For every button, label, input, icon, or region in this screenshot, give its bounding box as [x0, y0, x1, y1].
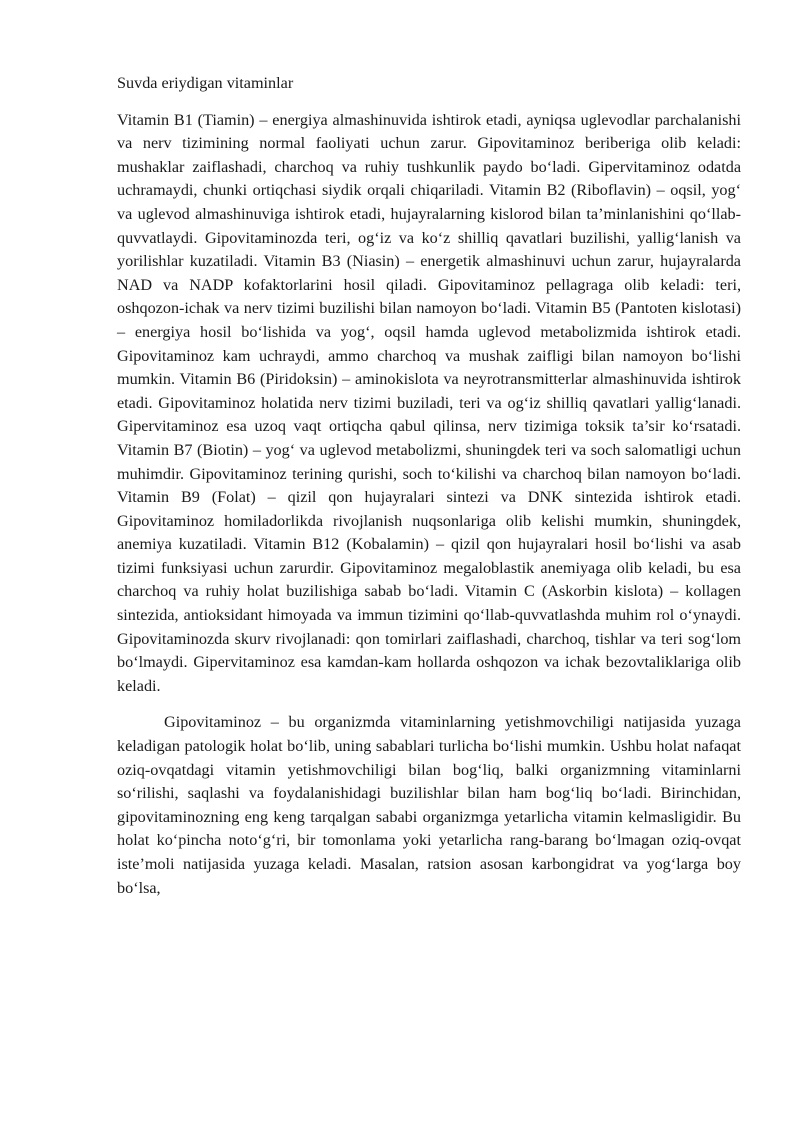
- document-page: [117, 72, 741, 913]
- body-paragraph-hypovitaminosis: Gipovitaminoz – bu organizmda vitaminlarning yetishmovchiligi natijasida yuzaga keladigan patologik holat bo‘lib, uning sabablari turlicha bo‘lishi mumkin. Ushbu holat nafaqat oziq-ovqatdagi vitamin yetishmovchiligi bilan bog‘liq, balki organizmning vitaminlarni so‘rilishi, saqlashi va foydalanishidagi buzilishlar bilan ham bog‘liq bo‘ladi. Birinchidan, gipovitaminozning eng keng tarqalgan sababi organizmga yetarlicha vitamin kelmasligidir. Bu holat ko‘pincha noto‘g‘ri, bir tomonlama yoki yetarlicha rang-barang bo‘lmagan oziq-ovqat iste’moli natijasida yuzaga keladi. Masalan, ratsion asosan karbongidrat va yog‘larga boy bo‘lsa,: [117, 713, 741, 897]
- section-heading: Suvda eriydigan vitaminlar: [117, 74, 294, 92]
- body-paragraph-vitamins: Vitamin B1 (Tiamin) – energiya almashinuvida ishtirok etadi, ayniqsa uglevodlar parchalanishi va nerv tizimining normal faoliyati uchun zarur. Gipovitaminoz beriberiga olib keladi: mushaklar zaiflashadi, charchoq va ruhiy tushkunlik paydo bo‘ladi. Gipervitaminoz odatda uchramaydi, chunki ortiqchasi siydik orqali chiqariladi. Vitamin B2 (Riboflavin) – oqsil, yog‘ va uglevod almashinuviga ishtirok etadi, hujayralarning kislorod bilan ta’minlanishini qo‘llab-quvvatlaydi. Gipovitaminozda teri, og‘iz va ko‘z shilliq qavatlari buzilishi, yallig‘lanish va yorilishlar kuzatiladi. Vitamin B3 (Niasin) – energetik almashinuvi uchun zarur, hujayralarda NAD va NADP kofaktorlarini hosil qiladi. Gipovitaminoz pellagraga olib keladi: teri, oshqozon-ichak va nerv tizimi buzilishi bilan namoyon bo‘ladi. Vitamin B5 (Pantoten kislotasi) – energiya hosil bo‘lishida va yog‘, oqsil hamda uglevod metabolizmida ishtirok etadi. Gipovitaminoz kam uchraydi, ammo charchoq va mushak zaifligi bilan namoyon bo‘lishi mumkin. Vitamin B6 (Piridoksin) – aminokislota va neyrotransmitterlar almashinuvida ishtirok etadi. Gipovitaminoz holatida nerv tizimi buziladi, teri va og‘iz shilliq qavatlari yallig‘lanadi. Gipervitaminoz esa uzoq vaqt ortiqcha qabul qilinsa, nerv tizimiga toksik ta’sir ko‘rsatadi. Vitamin B7 (Biotin) – yog‘ va uglevod metabolizmi, shuningdek teri va soch salomatligi uchun muhimdir. Gipovitaminoz terining qurishi, soch to‘kilishi va charchoq bilan namoyon bo‘ladi. Vitamin B9 (Folat) – qizil qon hujayralari sintezi va DNK sintezida ishtirok etadi. Gipovitaminoz homiladorlikda rivojlanish nuqsonlariga olib kelishi mumkin, shuningdek, anemiya kuzatiladi. Vitamin B12 (Kobalamin) – qizil qon hujayralari hosil bo‘lishi va asab tizimi funksiyasi uchun zarurdir. Gipovitaminoz megaloblastik anemiyaga olib keladi, bu esa charchoq va ruhiy holat buzilishiga sabab bo‘ladi. Vitamin C (Askorbin kislota) – kollagen sintezida, antioksidant himoyada va immun tizimini qo‘llab-quvvatlashda muhim rol o‘ynaydi. Gipovitaminozda skurv rivojlanadi: qon tomirlari zaiflashadi, charchoq, tishlar va teri sog‘lom bo‘lmaydi. Gipervitaminoz esa kamdan-kam hollarda oshqozon va ichak bezovtaliklariga olib keladi.: [117, 110, 741, 695]
